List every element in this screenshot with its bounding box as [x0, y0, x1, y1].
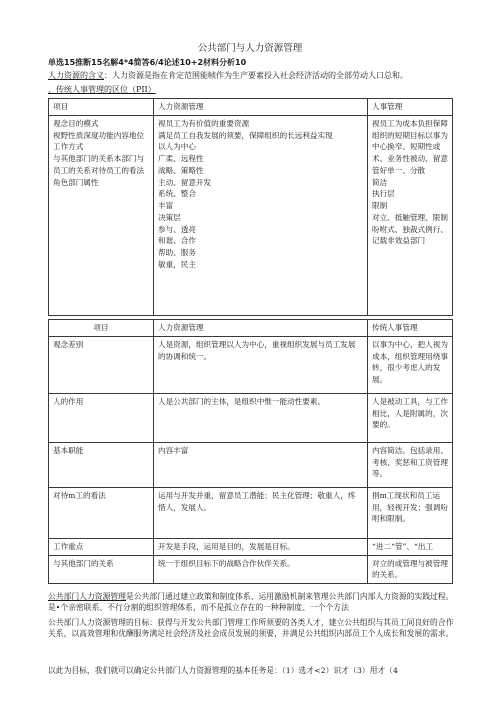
list-item: 参与、透亮 [158, 224, 196, 234]
table-row [49, 393, 453, 442]
table-cell [368, 115, 453, 315]
list-item: 工作方式 [53, 142, 84, 152]
list-item: 简洁 [372, 177, 388, 187]
list-item: 决策层 [158, 212, 181, 222]
list-item: 敏重，民主 [158, 259, 196, 269]
section-heading: 、传统人事管理的区位（PII） [48, 85, 156, 94]
definition-line [48, 70, 408, 81]
table-cell [154, 115, 368, 315]
table-row [49, 115, 453, 315]
list-item: 帮助、服务 [158, 248, 196, 258]
table-row [49, 336, 453, 393]
table-cell: 人的作用 [49, 393, 154, 442]
list-item: 观念目的模式 [53, 118, 99, 128]
list-item: 广柔、远程性 [158, 154, 204, 164]
table-cell: 观念差别 [49, 336, 154, 393]
list-item: 以人为中心 [158, 142, 196, 152]
list-item: 和谐、合作 [158, 236, 196, 246]
table-cell: 工作重点 [49, 538, 154, 555]
paragraph-label: 公共部门人力资源管理 [48, 592, 126, 601]
definition-text: ：人力资源是指在肯定范围能帧作为生产要素投入社会经济活动的全部劳动人口总和。 [104, 71, 408, 80]
list-item: 执行层 [372, 189, 395, 199]
header-cell: 项目 [49, 99, 154, 116]
table-cell: 基本职能 [49, 442, 154, 487]
table-row [49, 538, 453, 555]
table-cell: 统一于组织目标下的战略合作伙伴关系。 [154, 555, 368, 584]
table-cell: 对待m工的看法 [49, 487, 154, 538]
table-cell: 内容丰富 [154, 442, 368, 487]
table-cell: 与其他部门的关系 [49, 555, 154, 584]
comparison-table-2 [48, 319, 453, 584]
list-item: 满足员工自我发展的须要，保障组织的长远利益实现 [158, 130, 333, 140]
table-cell: 人是被动工具，与工作相比，人是附属的，次要的。 [368, 393, 453, 442]
header-cell: 项目 [49, 320, 154, 337]
paragraph-text: 是公共部门通过建立政策和制度体系、运用激励机制来管理公共部门内部人力资源的实践过程。是•个亲密联系、不行分割的组织管理体系，而不是孤立存在的一种种制度、一个个方法 [48, 592, 454, 613]
table-cell: 以事为中心，把人视为成本，组织管理用绕事转，很少考虑人的发展。 [368, 336, 453, 393]
question-type-line: 单选15推断15名解4*4简答6/4论述10+2材料分析10 [48, 58, 247, 67]
definition-label: 人力资源的含义 [48, 71, 104, 80]
table-cell: 人是资源，组织管理以人为中心，重视组织发展与员工发展的协调和统一。 [154, 336, 368, 393]
header-cell: 人力资源管理 [154, 320, 368, 337]
list-item: 主动、留意开发 [158, 177, 212, 187]
table-cell: 捐m工现状和员工运用，轻视开发；强调吩咐和限制。 [368, 487, 453, 538]
list-item: 对立、抵触管理、限制吩咐式、独裁式例行、记载非效益部门 [372, 212, 448, 246]
table-header-row [49, 99, 453, 116]
table-header-row [49, 320, 453, 337]
list-item: 战略、策略性 [158, 165, 204, 175]
table-row [49, 487, 453, 538]
header-cell: 传统人事管理 [368, 320, 453, 337]
table-cell: 人是公共部门的主体，是组织中惟一能动性要素。 [154, 393, 368, 442]
header-cell: 人力资源管理 [154, 99, 368, 116]
table-row [49, 555, 453, 584]
table-cell: 内容简洁。包括录用、考核、奖惩和工资管理等。 [368, 442, 453, 487]
table-cell: 开发是手段，运用是目的，发展是目标。 [154, 538, 368, 555]
list-item: 视野性质深度功能内容地位 [53, 130, 145, 140]
header-cell: 人事管理 [368, 99, 453, 116]
list-item: 系统、整合 [158, 189, 196, 199]
page-title: 公共部门与人力资源管理 [197, 43, 303, 54]
list-item: 限制 [372, 201, 388, 211]
table-cell: 运用与开发并重，留意员工潜能；民主化管理；敬重人，疼惜人，发展人。 [154, 487, 368, 538]
list-item: 视员工为成本负担保障组织的短期目标以事为中心换窄、短期性或术、业务性被动、留意管好单一、分散 [372, 118, 448, 175]
comparison-table-1 [48, 98, 453, 316]
paragraph-goal: 公共部门人力资源管理的目标：获得与开发公共部门管理工作所须要的各类人才，建立公共组织与其员工间良好的合作关系，以高效管理和优酬服务满足社会经济及社会成员发展的须要，并满足公共组织内部员工个人成长和发展的需求。 [48, 618, 454, 639]
table-row [49, 442, 453, 487]
list-item: 视员工为有价值的重要资源 [158, 118, 250, 128]
table-cell [49, 115, 154, 315]
paragraph-tasks: 以此为目标，我们就可以确定公共部门人力资源管理的基本任务是：（1）选才<2）识才（3）用才（4 [48, 666, 398, 675]
paragraph-definition [48, 591, 456, 614]
table-cell: 对立的或管理与被管理的关系。 [368, 555, 453, 584]
list-item: 与其他部门的关系本部门与员工的关系对待员工的看法角色部门属性 [53, 154, 145, 187]
table-cell: “进二“管”、“出工 [368, 538, 453, 555]
list-item: 丰富 [158, 201, 174, 211]
